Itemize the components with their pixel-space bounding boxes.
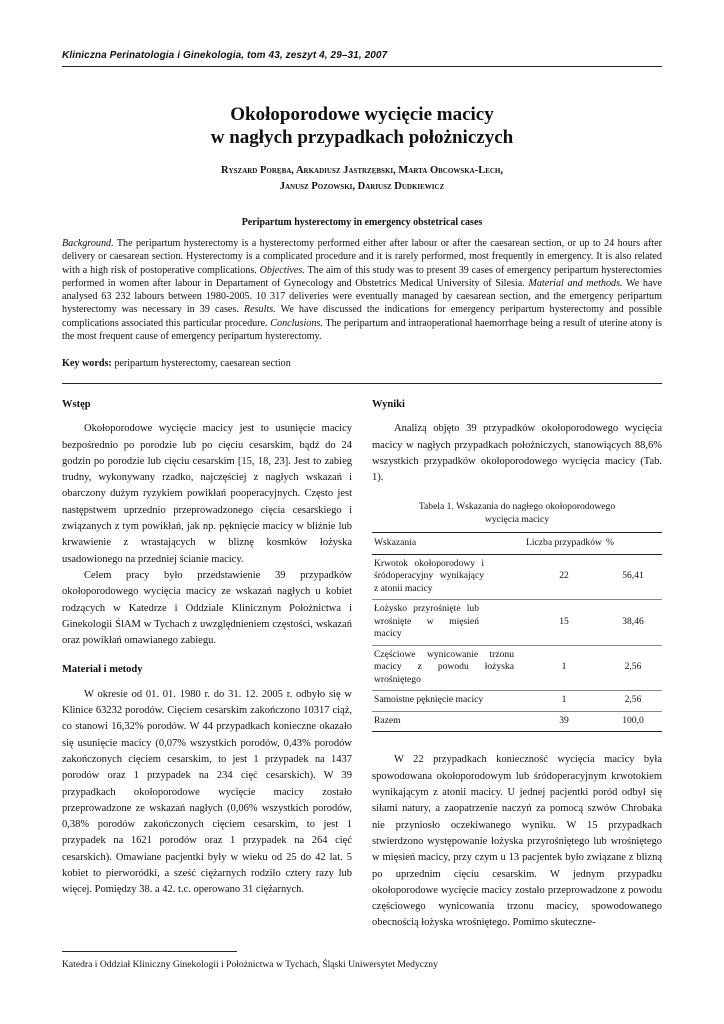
table-row <box>372 554 662 600</box>
objectives-label: Objectives. <box>259 264 305 276</box>
results-paragraph-2: W 22 przypadkach konieczność wycięcia macicy była spowodowana okołoporodowym lub śródoperacyjnym krwotokiem wynikającym z atonii macicy. U jednej pacjentki poród odbył się siłami natury, a zaopatrzenie naczyń za pomocą szwów Chrobaka nie przyniosło oczekiwanego wyniku. W 15 przypadkach stwierdzono występowanie łożyska przyrośniętego lub wrośniętego w mięsień macicy, przy czym u 13 pacjentek było związane z blizną po uprzednim cięciu cesarskim. W jednym przypadku okołoporodowe wycięcie macicy zostało przeprowadzone z powodu częściowego wynicowania trzonu macicy, spowodowanego obecnością łożyska wrośniętego. Pomimo skuteczne- <box>372 754 662 929</box>
methods-label: Material and methods. <box>528 277 623 289</box>
table-caption-line-1: Tabela 1. Wskazania do nagłego okołoporodowego <box>418 501 616 513</box>
column-header-count: Liczba przypadków <box>524 533 604 555</box>
table-row <box>372 600 662 646</box>
right-column <box>372 397 662 932</box>
table-caption <box>372 500 662 526</box>
table-cell-count: 1 <box>524 645 604 691</box>
keywords-text: peripartum hysterectomy, caesarean section <box>111 358 291 369</box>
conclusions-label: Conclusions. <box>270 317 323 329</box>
footnote-rule <box>62 951 237 952</box>
table-cell-count: 22 <box>524 554 604 600</box>
left-column <box>62 397 352 899</box>
keywords <box>62 358 662 369</box>
table-cell-indication: Krwotok okołoporodowy i śródoperacyjny wynikający z atonii macicy <box>372 554 524 600</box>
intro-paragraph-2: Celem pracy było przedstawienie 39 przypadków okołoporodowego wycięcia macicy ze wskazań nagłych u kobiet rodzących w Katedrze i Oddziale Klinicznym Położnictwa i Ginekologii ŚlAM w Tychach z uwzględnieniem częstości, wskazań oraz powikłań omawianego zabiegu. <box>62 569 352 647</box>
table-cell-indication: Samoistne pęknięcie macicy <box>372 691 524 712</box>
indications-table <box>372 532 662 732</box>
table-cell-percent: 38,46 <box>604 600 662 646</box>
table-cell-count: 1 <box>524 691 604 712</box>
table-caption-line-2: wycięcia macicy <box>484 514 550 526</box>
section-heading-results: Wyniki <box>372 399 405 410</box>
column-header-percent: % <box>604 533 662 555</box>
conclusions-text: The peripartum and intraoperational haemorrhage being a result of uterine atony is the most frequent cause of emergency peripartum hysterectomy. <box>62 317 662 343</box>
table-row-total <box>372 711 662 732</box>
results-text: We have discussed the indications for emergency peripartum hysterectomy and possible complications associated this particular procedure. <box>62 304 662 329</box>
methods-paragraph-1: W okresie od 01. 01. 1980 r. do 31. 12. 2005 r. odbyło się w Klinice 63232 porodów. Cięciem cesarskim zakończono 10317 ciąż, co stanowi 16,32% porodów. W 44 przypadkach konieczne okazało się usunięcie macicy (0,07% wszystkich porodów, 0,43% porodów zakończonych cięciem cesarskim, to jest 1 przypadek na 1437 porodów oraz 1 przypadek na 234 cięć cesarskich). W 39 przypadkach okołoporodowe wycięcie macicy zostało przeprowadzone ze wskazań nagłych (0,06% wszystkich porodów, 0,38% porodów zakończonych cięciem cesarskim, to jest 1 przypadek na 1621 porodów oraz 1 przypadek na 264 cięć cesarskich). Omawiane pacjentki były w wieku od 25 do 42 lat. 5 kobiet to pierworódki, a sześć ciężarnych rodziło cztery razy lub więcej. Pomiędzy 38. a 42. t.c. operowano 31 ciężarnych. <box>62 688 352 896</box>
abstract-body <box>62 237 662 343</box>
article-title <box>62 103 662 149</box>
background-label: Background. <box>62 238 114 249</box>
methods-text: We have analysed 63 232 labours between 1980-2005. 10 317 deliveries were eventually managed by caesarean section, and the emergency peripartum hysterectomy was necessary in 39 cases. <box>62 277 662 316</box>
objectives-text: The aim of this study was to present 39 cases of emergency peripartum hysterectomies performed in women after labour in Departament of Gynecology and Obstetrics Medical University of Silesia. <box>62 264 662 289</box>
article-title-line-1: Okołoporodowe wycięcie macicy <box>230 104 494 125</box>
table-row <box>372 645 662 691</box>
table-cell-percent: 2,56 <box>604 645 662 691</box>
table-cell-percent: 56,41 <box>604 554 662 600</box>
table-cell-indication: Częściowe wynicowanie trzonu macicy z powodu łożyska wrośniętego <box>372 645 524 691</box>
section-heading-methods: Materiał i metody <box>62 664 143 676</box>
table-cell-indication: Razem <box>372 711 524 732</box>
author-list <box>62 163 662 195</box>
table-row <box>372 691 662 712</box>
table-cell-percent: 2,56 <box>604 691 662 712</box>
abstract-rule <box>62 383 662 384</box>
keywords-label: Key words: <box>62 358 112 369</box>
background-text: The peripartum hysterectomy is a hysterectomy performed either after labour or after the caesarean section, or up to 24 hours after delivery or caesarean section. Hysterectomy is a complicated procedure and it is rarely performed, most frequently in emergency. It is also related with a high risk of postoperative complications. <box>62 238 662 276</box>
results-paragraph-1: Analizą objęto 39 przypadków okołoporodowego wycięcia macicy w nagłych przypadkach położniczych, stanowiących 88,6% wszystkich przypadków okołoporodowego wycięcia macicy (Tab. 1). <box>372 423 662 484</box>
authors-line-1: Ryszard Poręba, Arkadiusz Jastrzębski, Marta Obcowska-Lech, <box>221 165 503 176</box>
table-header-row <box>372 533 662 555</box>
column-header-indication: Wskazania <box>372 533 524 555</box>
table-cell-indication: Łożysko przyrośnięte lub wrośnięte w mięsień macicy <box>372 600 524 646</box>
authors-line-2: Janusz Pozowski, Dariusz Dudkiewicz <box>279 181 445 192</box>
article-title-line-2: w nagłych przypadkach położniczych <box>210 127 514 148</box>
affiliation-footnote: Katedra i Oddział Kliniczny Ginekologii i Położnictwa w Tychach, Śląski Uniwersytet Medyczny <box>62 959 438 970</box>
table-cell-count: 15 <box>524 600 604 646</box>
header-rule <box>62 66 662 67</box>
section-heading-intro: Wstęp <box>62 399 91 410</box>
abstract-title: Peripartum hysterectomy in emergency obstetrical cases <box>241 217 483 228</box>
journal-citation: Kliniczna Perinatologia i Ginekologia, tom 43, zeszyt 4, 29–31, 2007 <box>62 50 388 61</box>
table-cell-count: 39 <box>524 711 604 732</box>
table-cell-percent: 100,0 <box>604 711 662 732</box>
intro-paragraph-1: Okołoporodowe wycięcie macicy jest to usunięcie macicy bezpośrednio po porodzie lub po cięciu cesarskim, bądź do 24 godzin po porodzie lub cięciu cesarskim [15, 18, 23]. Jest to zabieg trudny, wykonywany rzadko, najczęściej z nagłych wskazań i obarczony dużym ryzykiem powikłań pooperacyjnych. Często jest następstwem uprzednio przeprowadzonego cięcia cesarskiego i związanych z tym powikłań, jak np. pęknięcie macicy w bliźnie lub krwawienie z wrastających w bliznę kosmków łożyska usadowionego na przedniej ścianie macicy. <box>62 423 352 565</box>
results-label: Results. <box>243 304 276 316</box>
